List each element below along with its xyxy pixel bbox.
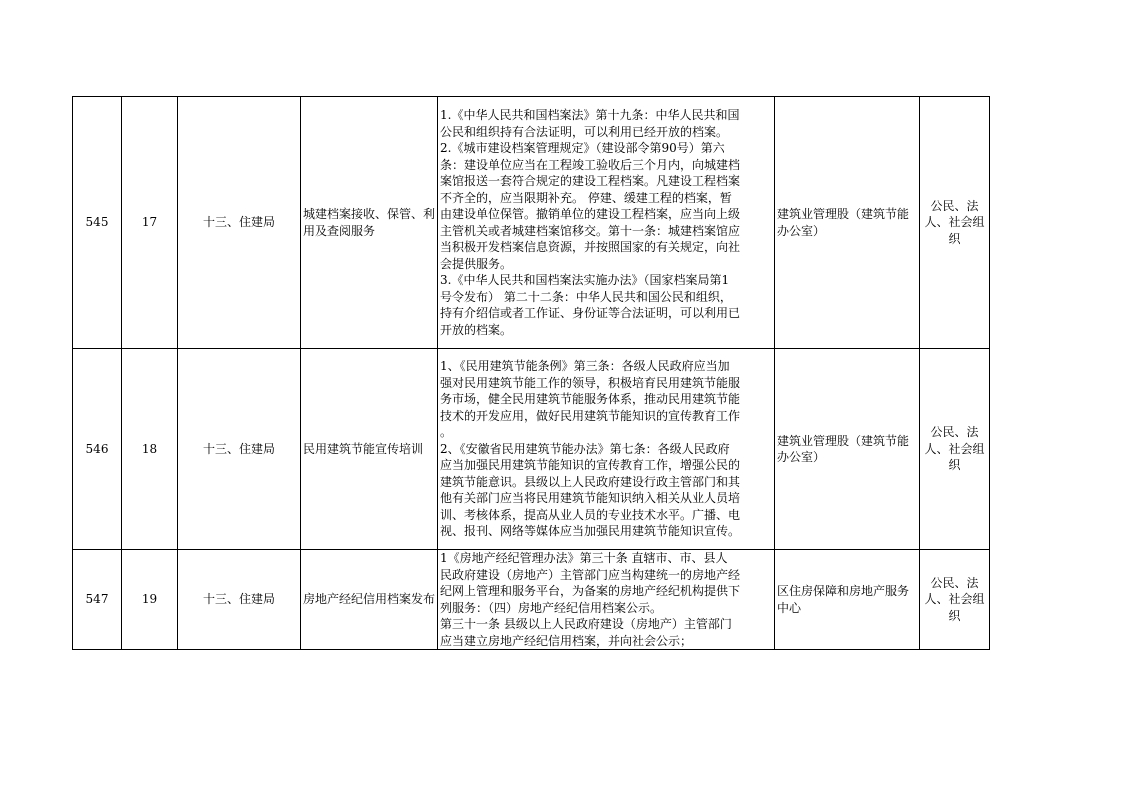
basis-line: 2.《城市建设档案管理规定》（建设部令第90号）第六 [440, 141, 725, 155]
cell-department: 十三、住建局 [178, 97, 301, 349]
basis-line: 号令发布） 第二十二条：中华人民共和国公民和组织， [440, 289, 732, 304]
basis-line: 列服务：（四）房地产经纪信用档案公示。 [440, 600, 663, 615]
basis-line: 2、《安徽省民用建筑节能办法》第七条：各级人民政府 [440, 441, 730, 456]
cell-department: 十三、住建局 [178, 550, 301, 650]
cell-seq: 546 [73, 349, 122, 550]
basis-line: 纪网上管理和服务平台，为备案的房地产经纪机构提供下 [440, 584, 741, 598]
basis-line: 主管机关或者城建档案馆移交。第十一条：城建档案馆应 [440, 223, 741, 238]
cell-sub-seq: 18 [122, 349, 178, 550]
cell-seq: 547 [73, 550, 122, 650]
cell-sub-seq: 17 [122, 97, 178, 349]
basis-line: 会提供服务。 [440, 256, 513, 271]
record-table [72, 96, 990, 650]
basis-line: 技术的开发应用，做好民用建筑节能知识的宣传教育工作 [440, 408, 741, 423]
cell-item: 民用建筑节能宣传培训 [301, 349, 438, 550]
cell-unit: 建筑业管理股（建筑节能办公室） [775, 97, 920, 349]
basis-line: 建筑节能意识。县级以上人民政府建设行政主管部门和其 [440, 474, 741, 489]
basis-line: 1、《民用建筑节能条例》第三条：各级人民政府应当加 [440, 359, 730, 374]
basis-line: 不齐全的，应当限期补充。 停建、缓建工程的档案，暂 [440, 190, 732, 205]
basis-line: 由建设单位保管。撤销单位的建设工程档案，应当向上级 [440, 207, 741, 221]
cell-seq: 545 [73, 97, 122, 349]
basis-line: 。 [440, 425, 453, 440]
cell-item: 房地产经纪信用档案发布 [301, 550, 438, 650]
table-row [73, 97, 990, 349]
cell-object: 公民、法人、社会组织 [920, 349, 990, 550]
basis-line: 他有关部门应当将民用建筑节能知识纳入相关从业人员培 [440, 491, 741, 506]
basis-line: 条：建设单位应当在工程竣工验收后三个月内，向城建档 [440, 157, 741, 172]
basis-line: 训、考核体系，提高从业人员的专业技术水平。广播、电 [440, 507, 741, 522]
basis-line: 民政府建设（房地产）主管部门应当构建统一的房地产经 [440, 567, 741, 582]
cell-object: 公民、法人、社会组织 [920, 97, 990, 349]
basis-line: 当积极开发档案信息资源，并按照国家的有关规定，向社 [440, 240, 741, 254]
basis-line: 第三十一条 县级以上人民政府建设（房地产）主管部门 [440, 617, 732, 631]
cell-sub-seq: 19 [122, 550, 178, 650]
record-table-body [73, 97, 990, 650]
basis-line: 视、报刊、网络等媒体应当加强民用建筑节能知识宣传。 [440, 524, 741, 539]
cell-unit: 区住房保障和房地产服务中心 [775, 550, 920, 650]
cell-unit: 建筑业管理股（建筑节能办公室） [775, 349, 920, 550]
cell-basis [438, 97, 775, 349]
cell-department: 十三、住建局 [178, 349, 301, 550]
cell-item: 城建档案接收、保管、利用及查阅服务 [301, 97, 438, 349]
basis-line: 案馆报送一套符合规定的建设工程档案。凡建设工程档案 [440, 174, 741, 188]
table-row [73, 349, 990, 550]
basis-line: 持有介绍信或者工作证、身份证等合法证明，可以利用已 [440, 306, 741, 320]
basis-line: 1.《中华人民共和国档案法》第十九条：中华人民共和国 [440, 108, 740, 122]
cell-basis [438, 349, 775, 550]
basis-line: 开放的档案。 [440, 322, 513, 337]
basis-line: 3.《中华人民共和国档案法实施办法》（国家档案局第1 [440, 273, 730, 287]
basis-line: 应当建立房地产经纪信用档案，并向社会公示； [440, 633, 693, 648]
basis-line: 1《房地产经纪管理办法》第三十条 直辖市、市、县人 [440, 551, 728, 565]
basis-line: 务市场，健全民用建筑节能服务体系，推动民用建筑节能 [440, 392, 741, 407]
basis-line: 强对民用建筑节能工作的领导，积极培育民用建筑节能服 [440, 375, 741, 390]
cell-basis [438, 550, 775, 650]
table-row [73, 550, 990, 650]
cell-object: 公民、法人、社会组织 [920, 550, 990, 650]
basis-line: 公民和组织持有合法证明，可以利用已经开放的档案。 [440, 124, 729, 139]
basis-line: 应当加强民用建筑节能知识的宣传教育工作，增强公民的 [440, 458, 741, 473]
